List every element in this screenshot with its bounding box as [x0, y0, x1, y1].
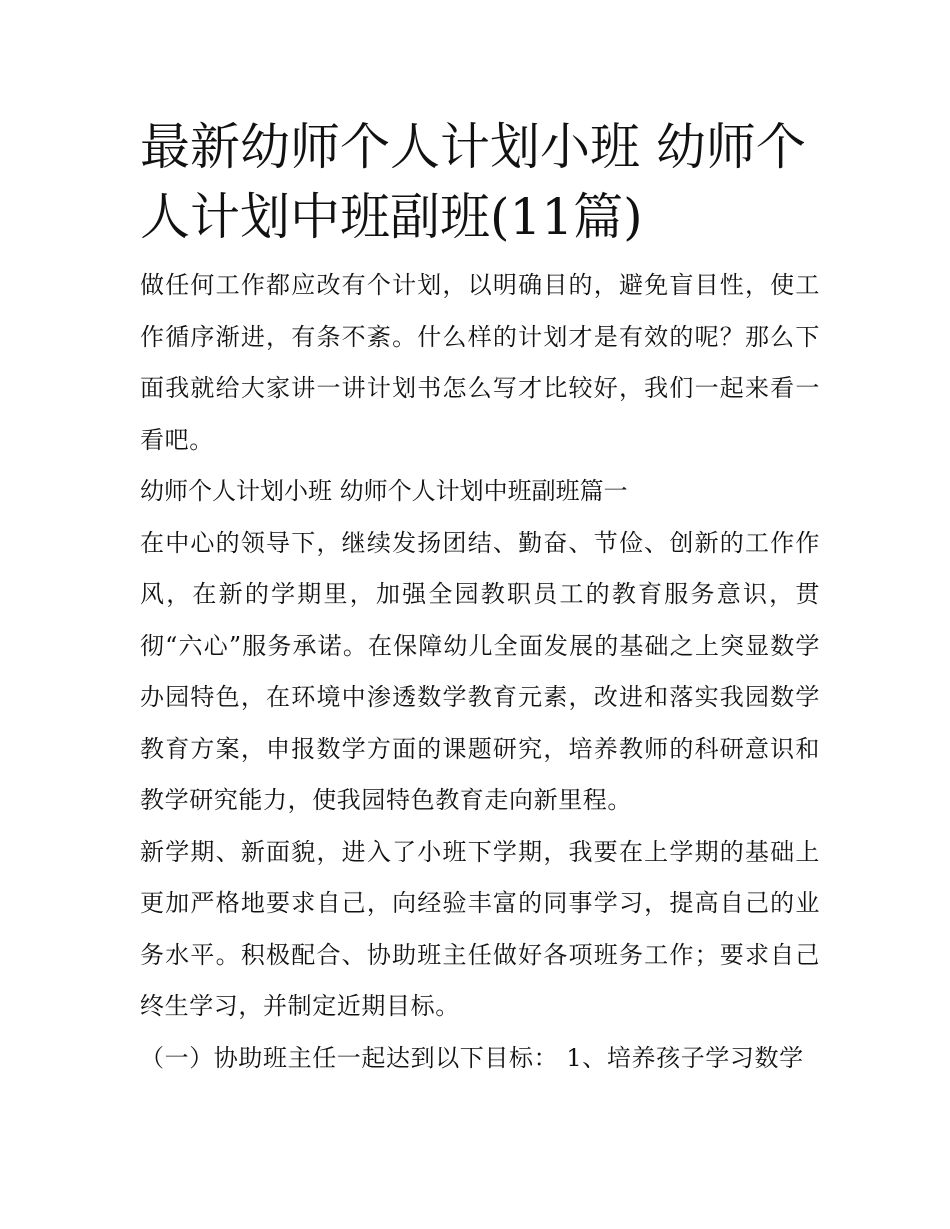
intro-paragraph: 做任何工作都应改有个计划，以明确目的，避免盲目性，使工作循序渐进，有条不紊。什么样的计划才是有效的呢？那么下面我就给大家讲一讲计划书怎么写才比较好，我们一起来看一看吧。	[140, 271, 820, 454]
list-item-paragraph: （一）协助班主任一起达到以下目标： 1、培养孩子学习数学	[140, 1043, 804, 1072]
body-paragraph: 新学期、新面貌，进入了小班下学期，我要在上学期的基础上更加严格地要求自己，向经验丰富的同事学习，提高自己的业务水平。积极配合、协助班主任做好各项班务工作；要求自己终生学习，并制定近期目标。	[140, 837, 820, 1020]
document-content	[140, 112, 820, 1084]
section-heading: 幼师个人计划小班 幼师个人计划中班副班篇一	[140, 477, 628, 505]
document-title: 最新幼师个人计划小班 幼师个人计划中班副班(11篇)	[140, 118, 806, 246]
body-paragraph: 在中心的领导下，继续发扬团结、勤奋、节俭、创新的工作作风，在新的学期里，加强全园教职员工的教育服务意识，贯彻“六心”服务承诺。在保障幼儿全面发展的基础之上突显数学办园特色，在环境中渗透数学教育元素，改进和落实我园数学教育方案，申报数学方面的课题研究，培养教师的科研意识和教学研究能力，使我园特色教育走向新里程。	[140, 528, 820, 814]
